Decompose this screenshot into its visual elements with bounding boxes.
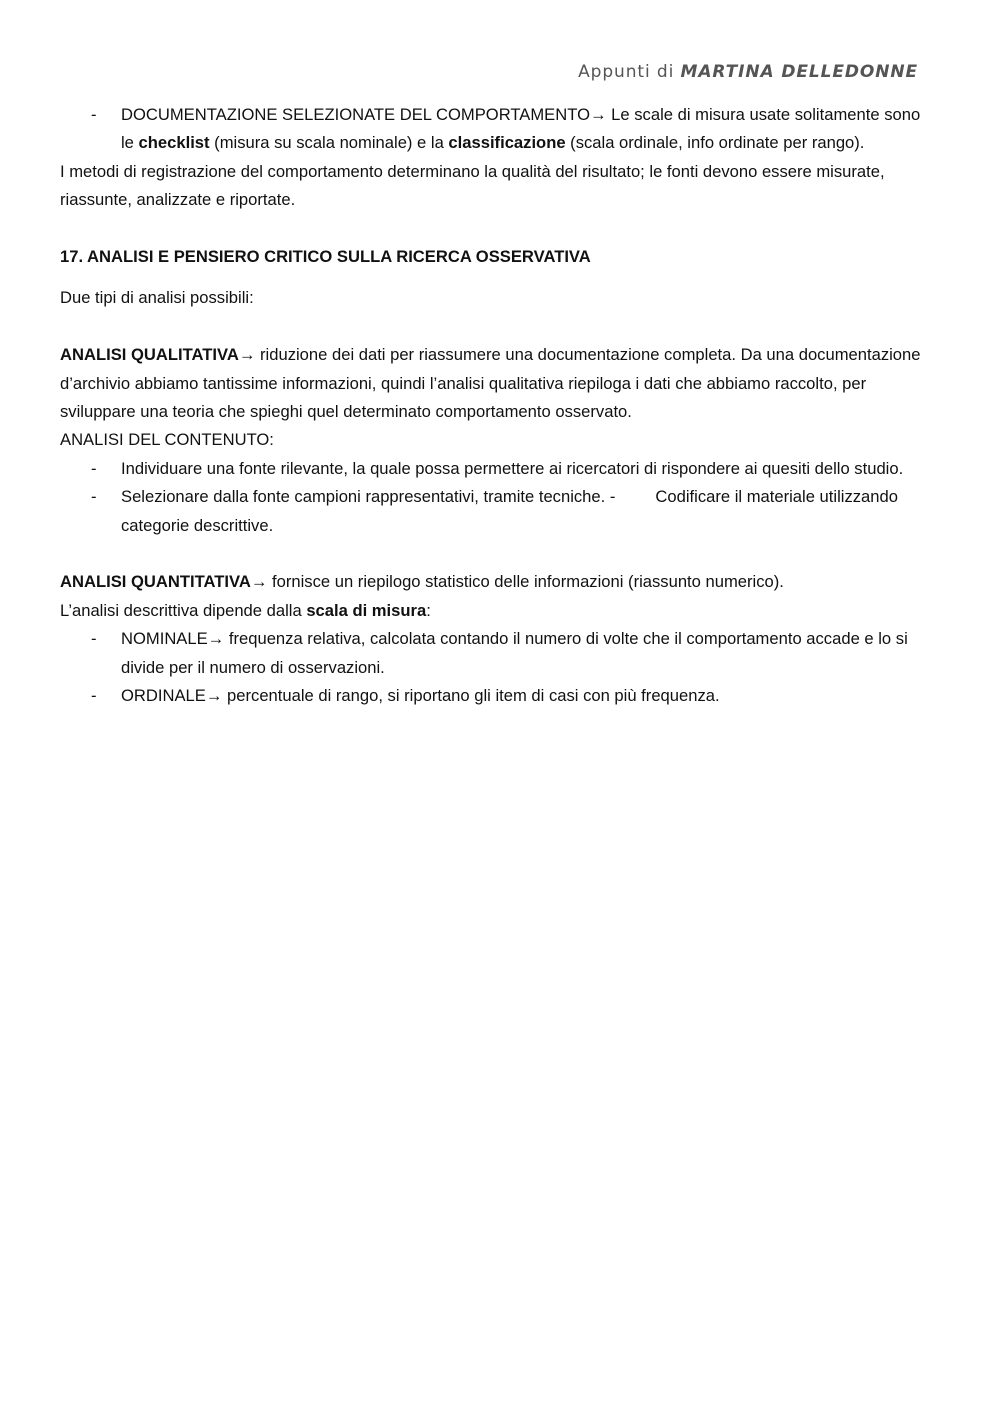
list-item <box>60 455 930 483</box>
page-header <box>578 62 918 82</box>
spacer <box>60 271 930 284</box>
document-body <box>60 101 930 710</box>
content-analysis-heading: ANALISI DEL CONTENUTO: <box>60 430 274 450</box>
section-heading: 17. ANALISI E PENSIERO CRITICO SULLA RICERCA OSSERVATIVA <box>60 247 591 267</box>
header-prefix: Appunti di <box>578 62 675 82</box>
bold-term: classificazione <box>448 133 566 153</box>
list-dash: - <box>91 686 97 706</box>
paragraph-qualitative <box>60 341 930 426</box>
bold-term: checklist <box>138 133 210 153</box>
qualitative-label: ANALISI QUALITATIVA <box>60 345 239 365</box>
spacer <box>60 540 930 568</box>
bold-term: scala di misura <box>306 600 427 620</box>
list-item <box>60 101 930 158</box>
bullet-text: (scala ordinale, info ordinate per rango). <box>565 133 865 153</box>
list-dash: - <box>91 105 97 124</box>
bullet-text: (misura su scala nominale) e la <box>209 133 449 153</box>
paragraph <box>60 597 930 625</box>
bullet-text: DOCUMENTAZIONE SELEZIONATE DEL COMPORTAMENTO→ Le scale di misura usate solitamente sono le <box>121 105 921 153</box>
bullet-text: Selezionare dalla fonte campioni rappresentativi, tramite tecniche. - <box>121 487 616 507</box>
paragraph: I metodi di registrazione del comportamento determinano la qualità del risultato; le fonti devono essere misurate, riassunte, analizzate e riportate. <box>60 161 885 210</box>
text: L’analisi descrittiva dipende dalla <box>60 600 307 620</box>
header-author: MARTINA DELLEDONNE <box>680 62 918 82</box>
paragraph-quantitative <box>60 568 930 596</box>
list-dash: - <box>91 629 97 649</box>
bullet-text: ORDINALE→ percentuale di rango, si riportano gli item di casi con più frequenza. <box>121 686 720 706</box>
section-lead: Due tipi di analisi possibili: <box>60 288 254 308</box>
quantitative-label: ANALISI QUANTITATIVA <box>60 572 251 592</box>
spacer <box>60 215 930 243</box>
list-item <box>60 625 930 682</box>
text: : <box>426 600 431 620</box>
bullet-text: NOMINALE→ frequenza relativa, calcolata contando il numero di volte che il comportamento accade e lo si divide per il numero di osservazioni. <box>121 629 908 677</box>
quantitative-text: → fornisce un riepilogo statistico delle informazioni (riassunto numerico). <box>250 572 784 592</box>
list-item <box>60 483 930 540</box>
list-dash: - <box>91 458 97 478</box>
bullet-text: Codificare il materiale utilizzando categorie descrittive. <box>121 487 898 535</box>
list-item <box>60 682 930 710</box>
bullet-text: Individuare una fonte rilevante, la quale possa permettere ai ricercatori di rispondere ai quesiti dello studio. <box>121 458 904 478</box>
spacer <box>60 313 930 341</box>
qualitative-text: → riduzione dei dati per riassumere una documentazione completa. Da una documentazione d’archivio abbiamo tantissime informazioni, quindi l’analisi qualitativa riepiloga i dati che abbiamo raccolto, per sviluppare una teoria che spieghi quel determinato comportamento osservato. <box>60 345 921 422</box>
list-dash: - <box>91 487 97 507</box>
